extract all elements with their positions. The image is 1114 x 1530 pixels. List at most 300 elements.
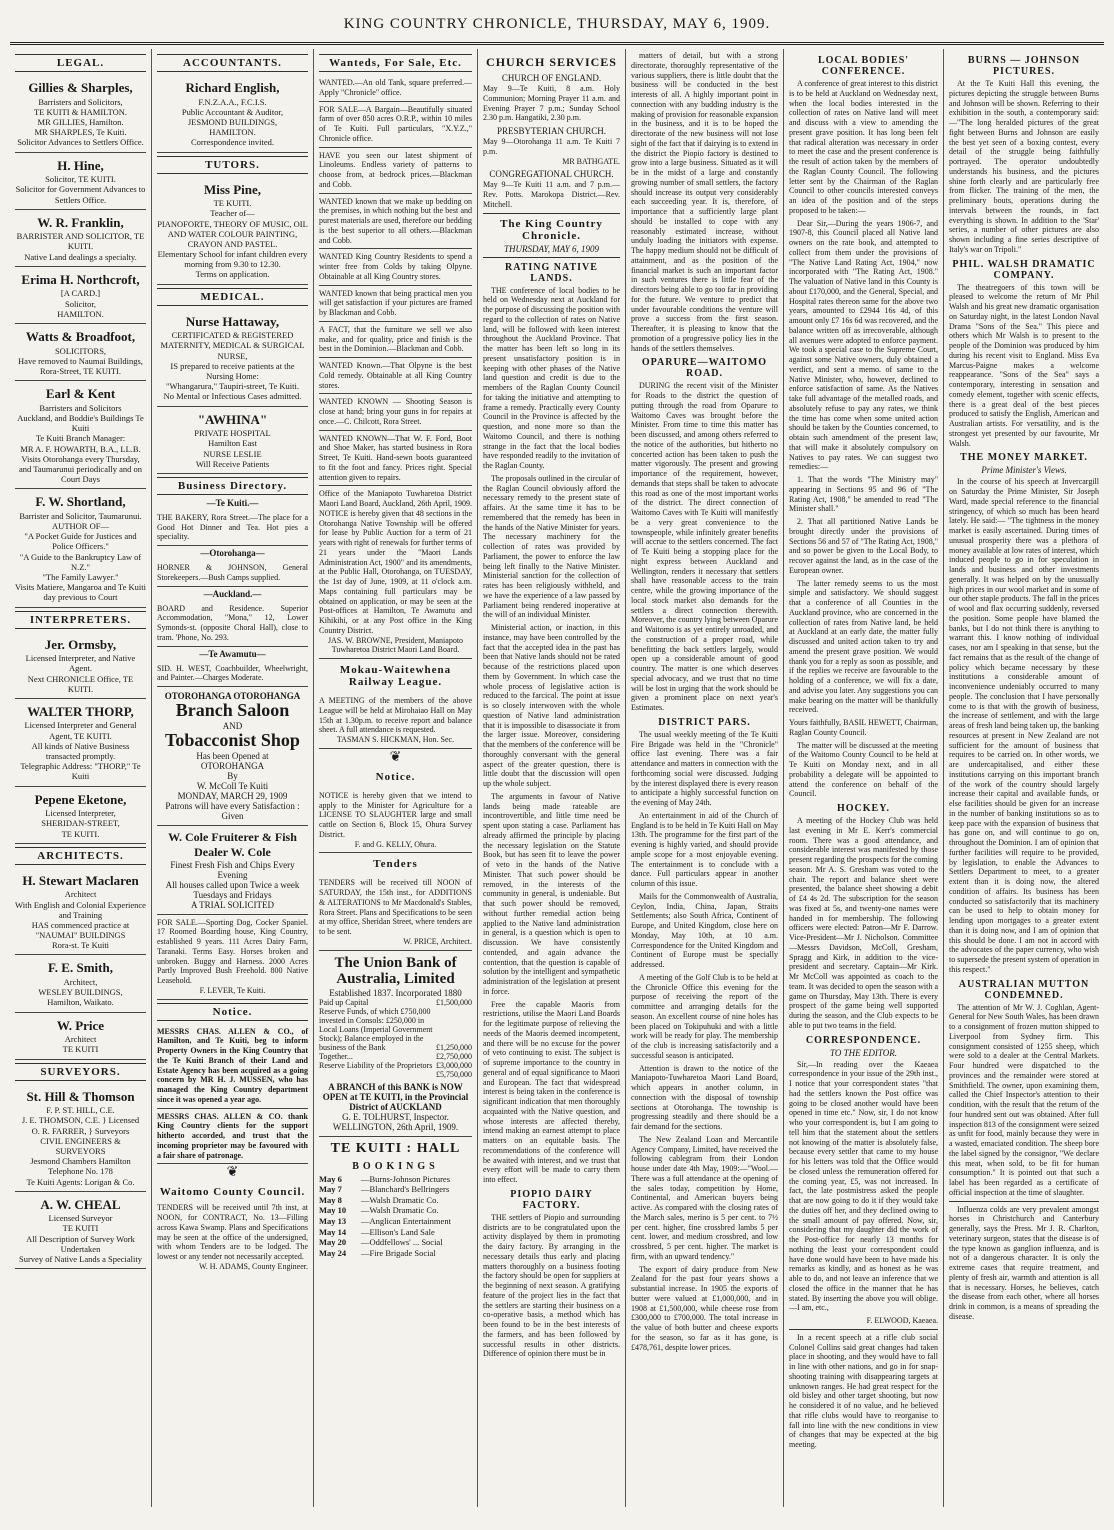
listing-line: HAMILTON. xyxy=(57,308,104,319)
column-legal xyxy=(10,49,152,1507)
church-times: May 9—Otorohanga 11 a.m. Te Kuiti 7 p.m. xyxy=(483,137,620,156)
rifle-club-text: In a recent speech at a rifle club social Colonel Collins said great changes had taken place in shooting, and they would have to fall in line with other nations, and go in for snap-shooting training with disappearing targets at unknown ranges. He had great respect for the old bisley and other target shooting, but now he considered it of no value, and he believed that rifle clubs would have to reorganise to fall into line with the new conditions in view of changes that may be expected at the big meeting. xyxy=(789,1332,938,1449)
directory-entry: HORNER & JOHNSON, General Storekeepers.—Bush Camps supplied. xyxy=(157,560,308,587)
listing-line: J. E. THOMSON, C.E. } Licensed xyxy=(21,1115,140,1126)
bank-row-label: Reserve Funds, of which £750,000 invested in Consols: £250,000 in Local Loans (Imperial Government Stock); Balance employed in the business of the Bank xyxy=(319,1006,433,1052)
notice-heading: Notice. xyxy=(157,1003,308,1021)
listing-line: Barristers and Solicitors, xyxy=(38,96,123,107)
land-board-text: Office of the Maniapoto Tuwharetoa District Maori Land Board, Auckland, 26th April, 1909. NOTICE is hereby given that 48 sections in the Otorohanga Native Township will be offered for lease by Public Auction for a term of 21 years with right of renewals for further terms of 21 years under the "Maori Lands Administration Act, 1900" and its amendments, at the Public Hall, Otorohanga, on TUESDAY, the 1st day of June, 1909, at 11 o'clock a.m. Maps containing full particulars may be obtained on application, or may be seen at the Post-offices at Hamilton, Te Awamutu and Kihikihi, or at any Post office in the King Country District. xyxy=(319,489,472,635)
influenza-text: Influenza colds are very prevalent amongst horses in Christchurch and Canterbury generally, says the Press. Mr J. R. Charlton, veterinary surgeon, states that the disease is of the type known as ganglion influenza, and is not of a dangerous character. It is only the extreme cases that require treatment, and plenty of fresh air, warmth and attention is all that is necessary. Horses, he believes, catch the disease from each other, where all horses drink in common, is a means of spreading the disease. xyxy=(949,1204,1099,1321)
booking-date: May 8 xyxy=(319,1194,342,1205)
booking-event: —Oddfellows' ... Social xyxy=(361,1237,443,1248)
paragraph: 2. That all partitioned Native Lands be brought directly under the provisions of Sections 56 and 57 of "The Rating Act, 1908," and so power be given to the Local Body, to recover against the land, as in the case of the European owner. xyxy=(789,517,938,575)
wanted-ad: WANTED King Country Residents to spend a winter free from Colds by taking Olpyne. Obtainable at all King Country stores. xyxy=(319,249,472,285)
ad-line: Patrons will have every Satisfaction : Given xyxy=(165,800,300,821)
column-wanteds xyxy=(314,49,478,1507)
railway-notice xyxy=(319,693,472,749)
listing-line: Auckland, and Boddie's Buildings Te Kuiti xyxy=(17,412,144,434)
slaughter-text: NOTICE is hereby given that we intend to apply to the Minister for Agriculture for a LICENSE TO SLAUGHTER large and small cattle on Section 6, Block 15, Ohura Survey District. xyxy=(319,790,472,839)
directory-entry: SID. H. WEST, Coachbuilder, Wheelwright, and Painter.—Charges Moderate. xyxy=(157,661,308,688)
paragraph: An entertainment in aid of the Church of England is to be held in Te Kuiti Hall on May 13th. The programme for the first part of the evening is highly varied, and should provide ample scope for a most enjoyable evening. The entertainment is to conclude with a dance. Full particulars appear in another column of this issue. xyxy=(631,810,778,888)
listing-line: TE KUITI xyxy=(62,1044,99,1055)
hall-booking-row xyxy=(319,1237,472,1248)
directory-entry: THE BAKERY, Rora Street.—The place for a Good Hot Dinner and Tea. Hot pies a speciality. xyxy=(157,510,308,546)
booking-date: May 24 xyxy=(319,1247,347,1258)
wanted-ad: WANTED KNOWN—That W. F. Ford, Boot and Shoe Maker, has started business in Rora Street, Te Kuiti. Hand-sewn boots guaranteed to fit the foot and fancy. Prices right. Special attention given to repairs. xyxy=(319,431,472,487)
legal-cards xyxy=(15,75,146,608)
listing-line: PIANOFORTE, THEORY OF MUSIC, OIL AND WATER COLOUR PAINTING, CRAYON AND PASTEL. xyxy=(157,218,308,249)
hall-booking-row xyxy=(319,1216,472,1227)
listing-line: Solicitor for Government Advances to Settlers Office. xyxy=(15,184,146,205)
wanted-ad: WANTED KNOWN — Shooting Season is close at hand; bring your guns in for repairs at once.—C. Chilcott, Rora Street. xyxy=(319,394,472,430)
hospital-card xyxy=(157,407,308,474)
listing-card xyxy=(15,1192,146,1270)
wanted-ad: WANTED Known.—That Olpyne is the best Cold remedy. Obtainable at all King Country stores. xyxy=(319,358,472,394)
tenders-notice xyxy=(319,875,472,950)
wanted-ads xyxy=(319,75,472,486)
listing-name: H. Hine, xyxy=(57,157,104,173)
directory-entry: BOARD and Residence. Superior Accommodation, "Mona," 12, Lower Symonds-st. (opposite Choral Hall), close to tram. 'Phone, No. 293. xyxy=(157,601,308,647)
church-name: CHURCH OF ENGLAND. xyxy=(501,73,602,83)
listing-line: Rora-Street, TE KUITI. xyxy=(39,365,122,376)
paragraph: The proposals outlined in the circular of the Raglan Council obviously afford the necessary remedy to the present state of affairs. At the same time it has to be remembered that the remedy has been in the hands of the Native Minister for years. The necessary machinery for the collection of rates was provided by Parliament, the power to enforce the law being left finally to the Native Minister. Ministerial sanction for the collection of rates has been religiously withheld, and we have the experience of a law passed by Parliament being rendered inoperative at the will of an individual Minister. xyxy=(483,473,620,620)
listing-line: SHERIDAN-STREET, xyxy=(41,818,120,829)
tutor-card xyxy=(157,177,308,285)
listing-line: Terms on application. xyxy=(195,269,270,280)
listing-card xyxy=(15,1084,146,1192)
listing-line: Telegraphic Address: "THORP," Te Kuiti xyxy=(20,761,141,782)
district-pars xyxy=(631,730,778,1353)
railway-text: A MEETING of the members of the above League will be held at Mirohaiao Hall on May 15th at 1.30p.m. to receive report and balance sheet. A full attendance is requested. xyxy=(319,696,472,735)
listing-card xyxy=(157,407,308,474)
paragraph: Mails for the Commonwealth of Australia, Ceylon, India, China, Japan, Straits Settlements; also South Africa, Continent of Europe, and United Kingdom, close here on Monday, May 10th, at 10 a.m. Correspondence for the United Kingdom and Continent of Europe must be specially addressed. xyxy=(631,891,778,969)
burns-text: At the Te Kuiti Hall this evening, the pictures depicting the struggle between Burns and Johnson will be shown. Referring to their exhibition in the south, a contemporary said:—"The long heralded pictures of the great fight between Burns and Johnson are easily the best yet seen of a boxing contest, every detail of the struggle being faithfully portrayed. The operator undoubtedly understands his business, and the pictures shine forth clearly and are particularly free from flicker. The training of the men, the preliminary bouts, operations during the intervals between the rounds, in fact everything is shown. In addition to the 'Star' series, a number of other pictures are also shown including a fine series descriptive of Italy's war on Tripoli." xyxy=(949,79,1099,254)
church-services xyxy=(483,73,620,210)
tutors-heading: TUTORS. xyxy=(157,156,308,174)
listing-name: H. Stewart Maclaren xyxy=(22,872,139,888)
wanted-ad: WANTED.—An old Tank, square preferred.—Apply "Chronicle" office. xyxy=(319,75,472,102)
saloon-title2: Tobacconist Shop xyxy=(165,729,300,750)
accountant-card xyxy=(157,75,308,153)
bank-row xyxy=(319,1052,472,1061)
column-accountants xyxy=(152,49,314,1507)
conference-intro: A conference of great interest to this district is to be held at Auckland on Wednesday next, when the local bodies interested in the collection of rates on Native land will meet and discuss with a view to amending the present grave position. It has long been felt that radical alteration was necessary in order to meet the case and the present conference is the result of action taken by the members of the Raglan County Council. The following letter sent by the Chairman of the Raglan Council to other councils interested conveys an idea of the position and of the steps proposed to be taken:— xyxy=(789,79,938,215)
hall-booking-row xyxy=(319,1248,472,1259)
columns xyxy=(10,49,1104,1507)
listing-line: MR A. F. HOWARTH, B.A., LL.B. xyxy=(20,443,141,454)
for-sale-ad xyxy=(157,915,308,1000)
listing-line: JESMOND BUILDINGS, xyxy=(187,116,278,127)
listing-line: [A CARD.] xyxy=(60,288,101,299)
directory-town: —Auckland.— xyxy=(203,588,262,599)
listing-line: Architect xyxy=(64,1034,97,1045)
bank-row-label: Paid up Capital xyxy=(319,997,369,1007)
listing-line: AUTHOR OF— xyxy=(52,521,109,532)
crest-icon: ❦ xyxy=(226,1165,239,1181)
ad-line: Has been Opened at xyxy=(196,750,269,761)
ad-line: By xyxy=(227,770,238,781)
listing-name: Richard English, xyxy=(185,80,280,95)
listing-line: Te Kuiti Agents: Lorigan & Co. xyxy=(26,1176,135,1187)
listing-name: "AWHINA" xyxy=(197,411,268,427)
letter-signature: Yours faithfully, BASIL HEWETT, Chairman, Raglan County Council. xyxy=(789,718,938,737)
listing-line: TE KUITI xyxy=(62,1223,99,1234)
directory-town: —Te Awamutu— xyxy=(199,648,266,659)
tenders-signature: W. PRICE, Architect. xyxy=(403,936,472,946)
listing-line: Correspondence invited. xyxy=(190,137,275,148)
listing-line: BARRISTER AND SOLICITOR, TE KUITI. xyxy=(16,231,145,252)
wanted-ad: FOR SALE—A Bargain—Beautifully situated farm of over 850 acres O.R.P., within 10 miles of Te Kuiti. Full particulars, "X.Y.Z.," Chronicle office. xyxy=(319,102,472,148)
conference-after: The matter will be discussed at the meeting of the Waitomo County Council to be held at Te Kuiti on Monday next, and in all probability a delegate will be appointed to attend the conference on behalf of the Council. xyxy=(789,740,938,799)
bank-row-value: £5,750,000 xyxy=(436,1069,472,1079)
listing-name: A. W. CHEAL xyxy=(40,1196,121,1212)
bank-row-label: Reserve Liability of the Proprietors xyxy=(319,1060,433,1070)
listing-line: HAS commenced practice at "NAUMAI" BUILDINGS xyxy=(31,919,130,941)
waitomo-heading: Waitomo County Council. xyxy=(159,1186,306,1199)
listing-line: Solicitor, xyxy=(64,298,97,309)
booking-date: May 7 xyxy=(319,1184,342,1195)
dairy-heading: PIOPIO DAIRY FACTORY. xyxy=(510,1188,593,1211)
paragraph: The export of dairy produce from New Zealand for the past four years shows a substantial increase. In 1905 the exports of butter were valued at £1,000,000, and in 1908 at £1,500,000, while cheese rose from £300,000 to £700,000. The total increase in the value of both butter and cheese exports for the season, so far as it has gone, is £478,761, despite lower prices. xyxy=(631,1264,778,1352)
dairy-continued: matters of detail, but with a strong directorate, thoroughly representative of the various suppliers, there is little doubt that the business will be conducted in the best interests of all. A highly important point in connection with any budding industry is the making of provision for reasonable expansion in the business, and it is to be hoped the directorate of the new business will not lose sight of the fact that if dairying is to extend in the district the Piopio factory is destined to grow into a large business. Situated as it will be in the midst of a large and constantly growing number of small settlers, the factory should increase its output very considerably each succeeding year. It is, therefore, of importance that a sufficiently large plant should be installed to cope with any reasonably estimated increase, without unduly loading the initiators with expense. The happy medium should not be difficult of attainment, and as the position of the financial market is such an important factor in such ventures there is little fear of the directors being able to go too far in providing for the future. We venture to predict that under favourable conditions the venture will prove a success from the first season. Thereafter, it is pleasing to know that the promotion of a progressive policy lies in the hands of the settlers themselves. xyxy=(631,51,778,353)
listing-line: Next CHRONICLE Office, TE KUITI. xyxy=(27,673,134,694)
pars-heading: DISTRICT PARS. xyxy=(658,716,751,728)
listing-card xyxy=(15,787,146,844)
column-conference xyxy=(784,49,944,1507)
listing-card xyxy=(15,153,146,210)
hall-booking-row xyxy=(319,1227,472,1238)
church-minister: MR BATHGATE. xyxy=(562,156,620,166)
cole-ad xyxy=(157,826,308,915)
listing-line: Have removed to Naumai Buildings, xyxy=(18,355,143,366)
accountants-heading: ACCOUNTANTS. xyxy=(157,54,308,72)
interpreters-heading: INTERPRETERS. xyxy=(15,611,146,629)
hall-booking-row xyxy=(319,1205,472,1216)
listing-line: Elementary School for infant children every morning from 9.30 to 12.30. xyxy=(157,249,308,270)
listing-card xyxy=(157,309,308,407)
listing-line: "A Pocket Guide for Justices and Police Officers." xyxy=(24,531,137,552)
listing-card xyxy=(15,632,146,699)
listing-line: MR SHARPLES, Te Kuiti. xyxy=(34,127,127,138)
listing-line: Survey of Native Lands a Speciality xyxy=(19,1254,142,1265)
directory-heading: Business Directory. xyxy=(157,477,308,495)
listing-line: F.N.Z.A.A., F.C.I.S. xyxy=(198,96,267,107)
road-text: DURING the recent visit of the Minister for Roads to the district the question of putting through the road from Oparure to Waitomo Caves was brought before the Minister. From time to time this matter has been discussed, and among others referred to the notice of the authorities, but hitherto no concerted action has been taken to push the matter vigorously. The present and growing importance of the requirement, however, demands that steps shall be taken to advocate this road as one of the most important works of the district. The direct connection of Waitomo Caves with Te Kuiti will manifestly be a very great convenience to the townspeople, while infinitely greater benefits will accrue to the settlers concerned. The fact of Te Kuiti being a stopping place for the night express between Auckland and Wellington, renders it necessary that settlers shall have reasonable access to the train centre, while the growing importance of the local stock market also demands for the settlers a direct connection therewith. Moreover, the country lying between Oparure and Waitomo is as yet entirely unroaded, and the construction of a proper road, while benefitting the back settlers largely, would open up a considerable amount of good country. The matter is one which deserves special advocacy, and we trust that no time will be lost in urging that the work should be given a prominent place on next year's Estimates. xyxy=(631,381,778,712)
listing-card xyxy=(157,177,308,285)
listing-line: Hamilton East xyxy=(208,438,257,449)
listing-line: HAMILTON. xyxy=(209,127,256,138)
walsh-text: The theatregoers of this town will be pleased to welcome the return of Mr Phil Walsh and his great new dramatic organisation on Saturday night, in the latest London Naval Drama "Sons of the Sea." This piece and others which Mr Walsh is to present to the people of the Dominion was produced by him during his recent visit to England. Miss Eva Marcus-Paigne makes a welcome reappearance. "Sons of the Sea" says a contemporary, interesting in sensation and comedy element, together with scenic effects, there is a great deal of the best pieces produced to satisfy the English, American and Australian artists. For versatility, and is the strongest yet presented by our favourite, Mr Walsh. xyxy=(949,282,1099,448)
surveyor-cards xyxy=(15,1084,146,1270)
saloon-and: AND xyxy=(222,720,243,731)
listing-line: TE KUITI. xyxy=(61,828,100,839)
rating-article xyxy=(483,286,620,1185)
slaughter-notice-heading: Notice. xyxy=(375,770,416,783)
for-sale-text: FOR SALE.—Sporting Dog, Cocker Spaniel. 17 Roomed Boarding house, King Country, established 9 years. 111 Acres Dairy Farm, Taranaki. Terms Easy. Horses broken and unbroken. Buggy and Harness. 2000 Acres Partly Improved Bush Freehold. 800 Native Leasehold. xyxy=(157,917,308,986)
listing-name: W. Price xyxy=(56,1017,105,1033)
listing-name: Gillies & Sharples, xyxy=(28,80,133,95)
hall-booking-row xyxy=(319,1174,472,1185)
listing-name: Watts & Broadfoot, xyxy=(25,329,136,344)
booking-event: —Anglican Entertainment xyxy=(361,1216,451,1226)
bank-row xyxy=(319,1070,472,1079)
mutton-text: The attention of Mr W. J. Coghlan, Agent-General for New South Wales, has been drawn to a consignment of frozen mutton shipped to Liverpool from Sydney firm. This consignment consisted of 1255 sheep, which were sold to a dealer at the Central Markets. Four hundred were dispatched to the provinces and the remainder were stored at Smithfield. The owner, upon examining them, called the Chief Inspector's attention to their condition, with the result that the return of the four hundred sent out was obtained. After full inspection 813 of the consignment were seized as unfit for food, mainly because they were in a wasted, emaciated condition. The sheep bore the label signed by the consignor, "We declare this meat, when sold, to be fit for human consumption." It is pointed out that such a label has been regarded as a certificate of official inspection at the time of slaughter. xyxy=(949,1002,1099,1197)
listing-line: CIVIL ENGINEERS & SURVEYORS xyxy=(40,1135,121,1156)
listing-name: Earl & Kent xyxy=(45,386,116,402)
surveyors-heading: SURVEYORS. xyxy=(15,1063,146,1081)
conference-heading: LOCAL BODIES' CONFERENCE. xyxy=(817,55,910,77)
directory-town: —Te Kuiti.— xyxy=(206,497,259,508)
hall-subheading: BOOKINGS xyxy=(352,1160,439,1172)
booking-event: —Fire Brigade Social xyxy=(361,1247,436,1258)
booking-date: May 6 xyxy=(319,1173,342,1184)
slaughter-signature: F. and G. KELLY, Ohura. xyxy=(354,839,437,849)
saloon-lines xyxy=(157,751,308,821)
paragraph: A meeting of the Golf Club is to be held at the Chronicle Office this evening for the purpose of receiving the report of the committee and arranging details for the season. An excellent course of nine holes has been placed on Tokipuhuki and with a little work will be ready for play. The membership of the club is increasing satisfactorily and a successful season is anticipated. xyxy=(631,972,778,1060)
cole-lines xyxy=(157,860,308,910)
road-heading: OPARURE—WAITOMO ROAD. xyxy=(641,357,768,380)
paragraph: The arguments in favour of Native lands being made rateable are incontrovertible, and little time need be spent upon stating a case. Parliament has already affirmed the principle by placing the necessary legislation on the Statute Book, but has seen fit to leave the power of veto in the hands of the Native Minister. That such power should be removed, in the interests of the community in general, is undeniable. But that such power should be removed, without further remedial action being applied to the Native land administration in general, is a question which is open to discussion. We have consistently contended, and again advance the contention, that the question is capable of solution by the intelligent and sympathetic administration of the legislation at present in force. xyxy=(483,791,620,996)
listing-line: Visits Otorohanga every Thursday, and Taumarunui periodically and on Court Days xyxy=(19,453,142,485)
listing-line: Public Accountant & Auditor, xyxy=(181,106,284,117)
money-heading: THE MONEY MARKET. xyxy=(960,452,1088,464)
bank-row-value: £1,250,000 xyxy=(436,1042,472,1052)
masthead: KING COUNTRY CHRONICLE, THURSDAY, MAY 6, 1909. xyxy=(10,10,1104,45)
wanted-ad: WANTED known that being practical men you will get satisfaction if your pictures are framed by Blackman and Cobb. xyxy=(319,286,472,322)
listing-line: Licensed Interpreter, xyxy=(45,808,116,819)
bank-ad xyxy=(319,951,472,1137)
paragraph: Free the capable Maoris from restrictions, utilise the Maori Land Boards for the legitimate purpose of relieving the needs of the Maoris deemed incompetent, and there will be no excuse for the power of veto continuing to exist. The subject is of supreme importance to the country in general and of equal significance to Maori and European. The fact that widespread interest is being taken in the conference is significant indication that men thoroughly acquainted with the Native question, and whose interests are affected thereby, intend making an earnest attempt to place matters on an equitable basis. The recommendations of the conference will be awaited with interest, and we trust that every effort will be made to carry them into effect. xyxy=(483,999,620,1184)
correspondence-heading: CORRESPONDENCE. xyxy=(805,1034,922,1046)
paragraph: The New Zealand Loan and Mercantile Agency Company, Limited, have received the following cablegram from their London house under date 4th May, 1909:—"Wool.—There was a full attendance at the opening of the sales today, competition by Home, Continental, and American buyers being active. As compared with the closing rates of the March sales, merino is 5 per cent. to 7½ per cent. higher, fine crossbred lambs 5 per cent. lower, and medium crossbred, and low crossbred, 5 per cent. higher. The market is firm, with an upward tendency." xyxy=(631,1134,778,1261)
walsh-heading: PHIL. WALSH DRAMATIC COMPANY. xyxy=(952,258,1096,281)
listing-line: "A Guide to the Bankruptcy Law of N.Z." xyxy=(19,551,142,572)
listing-card xyxy=(15,324,146,381)
rating-title: RATING NATIVE LANDS. xyxy=(505,261,598,284)
waitomo-signature: W. H. ADAMS, County Engineer. xyxy=(198,1261,308,1271)
wanted-ad: HAVE you seen our latest shipment of Linoleums. Endless variety of patterns to choose from, at bedrock prices.—Blackman and Cobb. xyxy=(319,148,472,194)
listing-line: Licensed Interpreter, and Native Agent. xyxy=(25,653,136,674)
listing-line: Solicitor, TE KUITI. xyxy=(45,174,116,185)
legal-heading: LEGAL. xyxy=(15,54,146,72)
directory-town: —Otorohanga— xyxy=(200,548,265,559)
ad-line: MONDAY, MARCH 29, 1909 xyxy=(177,790,288,801)
booking-date: May 13 xyxy=(319,1216,347,1226)
paragraph: The latter remedy seems to us the most simple and satisfactory. We should suggest that a conference of all Counties in the Auckland province, who are concerned in the collection of rates from Native land, be held at Auckland at an early date, the matter fully discussed and united action taken to try and amend the present grave position. We would thank you for a reply as soon as possible, and if the replies we receive are favourable to the holding of a conference, we will fix a date, and advise you later. Any suggestions you can make bearing on the matter will be thankfully received. xyxy=(789,578,938,715)
listing-line: "The Family Lawyer." xyxy=(42,571,119,582)
listing-name: Pepene Eketone, xyxy=(34,791,127,807)
listing-line: SOLICITORS, xyxy=(54,345,107,356)
bank-row-value: £1,500,000 xyxy=(436,997,472,1007)
booking-date: May 14 xyxy=(319,1226,347,1237)
conference-letter xyxy=(789,219,938,716)
bank-row-label xyxy=(319,1070,436,1079)
listing-card xyxy=(15,489,146,607)
listing-line: IS prepared to receive patients at the Nursing Home: xyxy=(170,360,295,381)
listing-line: Solicitor Advances to Settlers Office. xyxy=(17,137,144,148)
listing-card xyxy=(15,1013,146,1060)
nurse-card xyxy=(157,309,308,407)
ad-line: OTOROHANGA xyxy=(200,760,265,771)
hall-bookings xyxy=(319,1174,472,1259)
booking-event: —Blanchard's Bellringers xyxy=(361,1184,450,1195)
listing-line: Visits Matiere, Mangaroa and Te Kuiti day previous to Court xyxy=(15,582,146,603)
listing-name: Nurse Hattaway, xyxy=(185,313,280,329)
church-name: CONGREGATIONAL CHURCH. xyxy=(489,169,614,180)
listing-line: F. P. ST. HILL, C.E. xyxy=(46,1105,115,1116)
listing-line: Architect, xyxy=(63,977,98,988)
railway-heading: Mokau-Waitewhena Railway League. xyxy=(339,664,452,688)
column-news xyxy=(944,49,1104,1507)
hockey-heading: HOCKEY. xyxy=(836,803,891,814)
booking-date: May 10 xyxy=(319,1205,347,1216)
listing-name: F. W. Shortland, xyxy=(35,494,126,510)
architects-heading: ARCHITECTS. xyxy=(15,847,146,865)
wanteds-heading: Wanteds, For Sale, Etc. xyxy=(319,54,472,72)
money-subheading: Prime Minister's Views. xyxy=(981,465,1067,476)
hall-booking-row xyxy=(319,1184,472,1195)
column-district xyxy=(626,49,784,1507)
bank-title: The Union Bank of Australia, Limited xyxy=(334,954,457,987)
ad-line: A TRIAL SOLICITED xyxy=(191,899,274,910)
booking-date: May 20 xyxy=(319,1237,347,1248)
slaughter-notice xyxy=(319,788,472,854)
listing-line: Hamilton, Waikato. xyxy=(47,997,114,1008)
paragraph: Ministerial action, or inaction, in this instance, may have been controlled by the fact that the accepted idea in the past has been that Native lands should not be rated because of the restrictions placed upon them by Government. In which case the whole process of legislative action is reduced to the farcical. The point at issue is so closely interwoven with the whole question of Native land administration that it is impossible to disassociate it from the larger issue. Moreover, considering that the members of the conference will be thoroughly conversant with the general aspect of the greater question, there is little doubt that the discussion will open up the whole subject. xyxy=(483,623,620,788)
listing-line: With English and Colonial Experience and Training xyxy=(15,899,146,920)
wanted-ad: A FACT, that the furniture we sell we also make, and for quality, price and finish is the best in the Dominion.—Blackman and Cobb. xyxy=(319,322,472,358)
saloon-top: OTOROHANGA OTOROHANGA xyxy=(164,691,301,702)
bank-row xyxy=(319,1061,472,1070)
paragraph: THE conference of local bodies to be held on Wednesday next at Auckland for the purpose of discussing the position with regard to the collection of rates on Native land, will be followed with keen interest throughout the Auckland Province. That the matter has been left so long in its present unsatisfactory position is in keeping with other phases of the Native land question and credit is due to the members of the Raglan County Council for taking the initiative and attempting to frame a remedy. Practically every County Council in the Province is affected by the question, and none more so than the Waitomo Council, and there is nothing strange in the fact that the local bodies have responded readily to the invitation of the Raglan County. xyxy=(483,285,620,470)
listing-line: Telephone No. 178 xyxy=(48,1166,113,1177)
listing-card xyxy=(15,75,146,153)
listing-line: No Mental or Infectious Cases admitted. xyxy=(163,391,302,402)
business-directory xyxy=(157,498,308,687)
ad-line: Finest Fresh Fish and Chips Every Evening xyxy=(170,859,295,880)
listing-line: Rora-st. Te Kuiti xyxy=(51,940,110,951)
cole-title: W. Cole Fruiterer & Fish Dealer W. Cole xyxy=(168,829,297,859)
bank-place: WELLINGTON, 26th April, 1909. xyxy=(332,1121,459,1132)
listing-line: WESLEY BUILDINGS, xyxy=(38,987,123,998)
listing-name: St. Hill & Thomson xyxy=(26,1088,135,1104)
listing-name: WALTER THORP, xyxy=(27,703,134,719)
listing-line: CERTIFICATED & REGISTERED xyxy=(171,330,294,341)
listing-card xyxy=(15,267,146,324)
listing-line: "Whangarura," Taupiri-street, Te Kuiti. xyxy=(166,381,299,392)
listing-line: Licensed Surveyor xyxy=(48,1213,113,1224)
mutton-heading: AUSTRALIAN MUTTON CONDEMNED. xyxy=(958,978,1090,1001)
bank-row-value: £2,750,000 xyxy=(436,1051,472,1061)
correspondence-sub: TO THE EDITOR. xyxy=(830,1047,897,1058)
burns-heading: BURNS — JOHNSON PICTURES. xyxy=(967,55,1081,77)
column-church xyxy=(478,49,626,1507)
listing-line: NURSE LESLIE xyxy=(203,448,262,459)
tenders-text: TENDERS will be received till NOON of SATURDAY, the 15th inst., for ADDITIONS & ALTERATIONS to Mr Macdonald's Stables, Rora Street. Plans and Specifications to be seen at my office, Sheridan Street, where tenders are to be sent. xyxy=(319,878,472,936)
listing-line: Barristers and Solicitors xyxy=(39,402,122,413)
waitomo-text: TENDERS will be received until 7th inst, at NOON, for CONTRACT, No. 13—Filling across Kawa Swamp. Plans and Specifications may be seen at the office of the undersigned, with whom Tenders are to be lodged. The lowest or any tender not necessarily accepted. xyxy=(157,1203,308,1262)
listing-card xyxy=(15,699,146,787)
listing-card xyxy=(15,868,146,956)
listing-card xyxy=(15,381,146,489)
notice-allen-2: MESSRS CHAS. ALLEN & CO. thank King Country clients for the support hitherto accorded, and trust that the incoming proprietor may be favoured with a fair share of patronage. xyxy=(157,1109,308,1165)
listing-line: Will Receive Patients xyxy=(195,458,270,469)
paragraph: The usual weekly meeting of the Te Kuiti Fire Brigade was held in the "Chronicle" office last evening. There was a fair attendance and matters in connection with the forthcoming social were discussed. Judging by the interest displayed there is every reason to anticipate a highly successful function on the evening of May 24th. xyxy=(631,729,778,807)
listing-name: F. E. Smith, xyxy=(48,960,113,976)
listing-name: Erima H. Northcroft, xyxy=(21,271,140,287)
listing-line: MR GILLIES, Hamilton. xyxy=(37,116,124,127)
bank-row xyxy=(319,1007,472,1052)
booking-event: —Walsh Dramatic Co. xyxy=(361,1205,439,1216)
architect-cards xyxy=(15,868,146,1060)
listing-name: Miss Pine, xyxy=(203,181,262,197)
church-name: PRESBYTERIAN CHURCH. xyxy=(496,126,606,136)
ad-line: All houses called upon Twice a week Tuesdays and Fridays xyxy=(165,879,300,900)
correspondence-text: Sir,—In reading over the Kaeaea correspondence in your issue of the 29th inst., I notice that your correspondent states "that had the settlers known the Post office was going to be closed another would have been opened in time etc." Now, sir, I do not know who your correspondent is, but I am going to tell him that the statement about the settlers not knowing of the matter is absolutely false, because every settler that came to my house for his letters was told that the Office would be closed unless the remuneration offered for the coming year, £5, was not increased. In fact, the late postmistress asked the people that are now going to do it if they would take the duties off her, and they declined owing to the small amount of pay offered. Now, sir, considering that my daughter did the work of the Post-office for nearly 13 months for nothing the least your correspondent could have done would have been to have made his remarks as kindly, and as honest as he was able to do, and not leave an inference that we closed the office in the manner that he has stated. By inserting the above you will oblige.—I am, etc., xyxy=(789,1059,938,1313)
paragraph: Attention is drawn to the notice of the Maniapoto-Tuwharetoa Maori Land Board, which appears in another column, in connection with the disposal of township sections at Otorohanga. The township is progressing steadily and there should be a fair demand for the sections. xyxy=(631,1063,778,1131)
church-times: May 9—Te Kuiti 11 a.m. and 7 p.m.—Rev. Potts. Marokopa District.—Rev. Mitchell. xyxy=(483,180,620,209)
listing-line: PRIVATE HOSPITAL xyxy=(194,428,271,439)
church-times: May 9—Te Kuiti, 8 a.m. Holy Communion; Morning Prayer 11 a.m. and Evening Prayer 7 p.m.; Sunday School 2.30 p.m. Hangatiki, 2.30 p.m. xyxy=(483,84,620,123)
notice-allen-1: MESSRS CHAS. ALLEN & CO., of Hamilton, and Te Kuiti, beg to inform Property Owners in the King Country that the Te Kuiti Branch of their Land and Estate Agency has been acquired as a going concern by MR H. J. MUSSEN, who has managed the King Country department since it was opened a year ago. xyxy=(157,1024,308,1109)
listing-card xyxy=(15,210,146,267)
saloon-ad xyxy=(157,687,308,826)
listing-line: MATERNITY, MEDICAL & SURGICAL NURSE, xyxy=(160,340,305,361)
listing-line: Architect xyxy=(64,889,97,900)
booking-event: —Walsh Dramatic Co. xyxy=(361,1194,439,1205)
bank-row xyxy=(319,998,472,1007)
dairy-text: THE settlers of Piopio and surrounding districts are to be congratulated upon the activity displayed by them in promoting the dairy factory. By arranging in the necessary details thus early and placing matters thoroughly on a business footing the factory should be open for suppliers at the beginning of next season. A gratifying feature of the project lies in the fact that the settlers are starting their business on a co-operative basis, a method which has been found to be in the best interests of the farmers, and has been followed by successful results in other districts. Difference of opinion there must be in xyxy=(483,1212,620,1359)
bank-established: Established 1837. Incorporated 1880 xyxy=(329,987,462,998)
listing-name: W. R. Franklin, xyxy=(37,214,124,230)
listing-line: All kinds of Native Business transacted promptly. xyxy=(31,740,130,762)
booking-event: —Burns-Johnson Pictures xyxy=(361,1173,451,1184)
hall-heading: TE KUITI : HALL xyxy=(330,1140,461,1156)
listing-line: Native Land dealings a specialty. xyxy=(24,251,137,262)
paper-title: The King Country Chronicle. xyxy=(500,217,603,242)
date-line: THURSDAY, MAY 6, 1909 xyxy=(504,243,599,254)
medical-heading: MEDICAL. xyxy=(157,288,308,306)
bank-row-value: £3,000,000 xyxy=(436,1060,472,1070)
listing-line: Teacher of— xyxy=(210,208,255,219)
bank-signature: G. E. TOLHURST, Inspector. xyxy=(342,1111,449,1122)
listing-line: Licensed Interpreter and General Agent, TE KUITI. xyxy=(24,720,137,741)
tenders-heading: Tenders xyxy=(373,858,418,871)
interpreter-cards xyxy=(15,632,146,844)
bank-row-label: Together... xyxy=(319,1051,353,1061)
listing-line: All Description of Survey Work Undertaken xyxy=(26,1233,135,1254)
land-board-signature: JAS. W. BROWNE, President, Maniapoto Tuwharetoa District Maori Land Board. xyxy=(327,635,464,655)
booking-event: —Ellison's Land Sale xyxy=(361,1226,435,1237)
listing-line: O. R. FARRER, } Surveyors xyxy=(31,1125,130,1136)
railway-signature: TASMAN S. HICKMAN, Hon. Sec. xyxy=(336,735,455,744)
newspaper-page xyxy=(10,10,1104,1510)
listing-line: Jesmond Chambers Hamilton xyxy=(30,1156,131,1167)
listing-line: Te Kuiti Branch Manager: xyxy=(35,433,126,444)
paragraph: Dear Sir,—During the years 1906-7, and 1907-8, this Council placed all Native land owners on the rate book, and attempted to collect from them under the provisions of "The Native Land Rating Act, 1904," now incorporated with "The Rating Act, 1908." The valuation of Native land in this County is about £170,000, and the General, Special, and Hospital rates thereon same for the above two years, amounted to £2944 16s 4d, of this amount only £7 16s 6d was recovered, and the balance written off as irrecoverable, although all avenues were adopted to enforce payment. We took a special case to the Supreme Court, against some Native owners, duly obtained a verdict, and sent a memo. of same to the Native Minister, who, however, declined to enforce satisfaction of same. As the Natives take full advantage of the metalled roads, and absolutely refuse to pay any rates, we think the time has come when some united action should be taken by the Counties concerned, to obtain such amendment of the present law, that will make it absolutely compulsory on Natives to pay rates. We can suggest two remedies:— xyxy=(789,218,938,472)
hall-booking-row xyxy=(319,1195,472,1206)
wanted-ad: WANTED known that we make up bedding on the premises, in which nothing but the best and purest materials are used, therefore our bedding is the best superior to all others.—Blackman and Cobb. xyxy=(319,194,472,250)
land-board-notice xyxy=(319,486,472,659)
listing-line: TE KUITI & HAMILTON. xyxy=(33,106,128,117)
for-sale-signature: F. LEVER, Te Kuiti. xyxy=(199,985,266,995)
listing-line: TE KUITI. xyxy=(213,198,252,209)
listing-card xyxy=(157,75,308,153)
listing-name: Jer. Ormsby, xyxy=(44,636,117,652)
hockey-text: A meeting of the Hockey Club was held last evening in Mr E. Kerr's commercial room. There was a good attendance, and considerable interest was manifested by those present regarding the prospects for the coming season. Mr A. S. Gresham was voted to the chair. The report and balance sheet were presented, the balance sheet showing a debit of £4 4s 2d. The subscription for the season was fixed at 5s, and twenty-one names were handed in for membership. The following officers were elected: Patron—Mr F. Darrow. Vice-President—Mr J. Nicholson. Committee—Messrs Davidson, McColl, Gresham, Spragg and Kirk, in addition to the vice-president and secretary. Captain—Mr Kirk. Mr McColl was appointed as coach to the team. It was decided to open the season with a game on Thursday, May 13th. There is every prospect of the game being well supported during the season, and the Club expects to be able to put two teams in the field. xyxy=(789,816,938,1030)
crest-icon: ❦ xyxy=(389,749,402,765)
correspondence-signature: F. ELWOOD, Kaeaea. xyxy=(866,1316,938,1325)
